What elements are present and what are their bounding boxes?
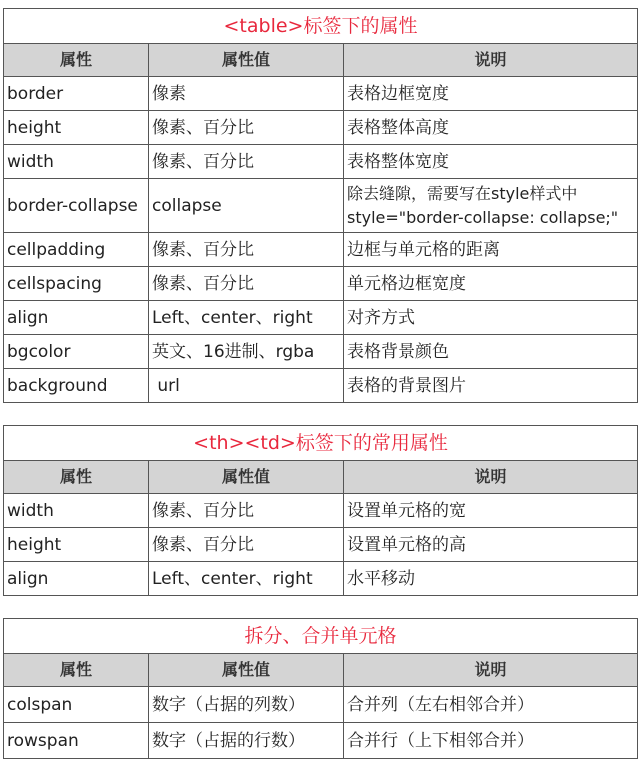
cell-description: 合并行（上下相邻合并） — [344, 723, 638, 759]
cell-attribute: border-collapse — [4, 179, 149, 233]
cell-description: 表格整体高度 — [344, 111, 638, 145]
cell-attribute: height — [4, 528, 149, 562]
cell-value: 数字（占据的列数） — [149, 687, 344, 723]
cell-attribute: colspan — [4, 687, 149, 723]
cell-description: 单元格边框宽度 — [344, 267, 638, 301]
cell-description: 对齐方式 — [344, 301, 638, 335]
cell-description: 表格整体宽度 — [344, 145, 638, 179]
header-description: 说明 — [344, 461, 638, 494]
header-attribute: 属性 — [4, 654, 149, 687]
header-value: 属性值 — [149, 44, 344, 77]
cell-value: url — [149, 369, 344, 403]
cell-description: 设置单元格的高 — [344, 528, 638, 562]
table-row — [4, 77, 638, 111]
cell-attribute: align — [4, 301, 149, 335]
table-title: <th><td>标签下的常用属性 — [4, 426, 638, 461]
cell-value: Left、center、right — [149, 301, 344, 335]
cell-value: 像素、百分比 — [149, 494, 344, 528]
cell-attribute: bgcolor — [4, 335, 149, 369]
table-row — [4, 528, 638, 562]
cell-description: 设置单元格的宽 — [344, 494, 638, 528]
cell-value: collapse — [149, 179, 344, 233]
header-attribute: 属性 — [4, 44, 149, 77]
cell-value: Left、center、right — [149, 562, 344, 596]
table-row — [4, 494, 638, 528]
cell-value: 像素、百分比 — [149, 233, 344, 267]
cell-value: 像素、百分比 — [149, 528, 344, 562]
table-title: <table>标签下的属性 — [4, 9, 638, 44]
table-row — [4, 179, 638, 233]
cell-attribute: align — [4, 562, 149, 596]
header-attribute: 属性 — [4, 461, 149, 494]
cell-attribute: height — [4, 111, 149, 145]
th-td-attributes-table — [3, 425, 638, 596]
cell-description: 合并列（左右相邻合并） — [344, 687, 638, 723]
header-value: 属性值 — [149, 654, 344, 687]
cell-attribute: rowspan — [4, 723, 149, 759]
table-row — [4, 723, 638, 759]
table-row — [4, 145, 638, 179]
cell-description: 水平移动 — [344, 562, 638, 596]
table-row — [4, 687, 638, 723]
cell-attribute: border — [4, 77, 149, 111]
merge-cells-table — [3, 618, 638, 759]
table-row — [4, 562, 638, 596]
cell-description: 表格边框宽度 — [344, 77, 638, 111]
cell-attribute: cellspacing — [4, 267, 149, 301]
header-description: 说明 — [344, 654, 638, 687]
cell-value: 像素、百分比 — [149, 111, 344, 145]
header-description: 说明 — [344, 44, 638, 77]
cell-description: 表格的背景图片 — [344, 369, 638, 403]
table-row — [4, 233, 638, 267]
table-attributes-table — [3, 8, 638, 403]
cell-description: 边框与单元格的距离 — [344, 233, 638, 267]
cell-description: 表格背景颜色 — [344, 335, 638, 369]
table-row — [4, 369, 638, 403]
table-title: 拆分、合并单元格 — [4, 619, 638, 654]
cell-attribute: width — [4, 494, 149, 528]
table-row — [4, 301, 638, 335]
cell-value: 像素、百分比 — [149, 267, 344, 301]
cell-value: 像素、百分比 — [149, 145, 344, 179]
cell-value: 像素 — [149, 77, 344, 111]
table-row — [4, 111, 638, 145]
table-row — [4, 267, 638, 301]
cell-attribute: width — [4, 145, 149, 179]
cell-value: 英文、16进制、rgba — [149, 335, 344, 369]
header-value: 属性值 — [149, 461, 344, 494]
table-row — [4, 335, 638, 369]
cell-description: 除去缝隙，需要写在style样式中 style="border-collapse: collapse;" — [344, 179, 638, 233]
cell-attribute: cellpadding — [4, 233, 149, 267]
cell-attribute: background — [4, 369, 149, 403]
cell-value: 数字（占据的行数） — [149, 723, 344, 759]
